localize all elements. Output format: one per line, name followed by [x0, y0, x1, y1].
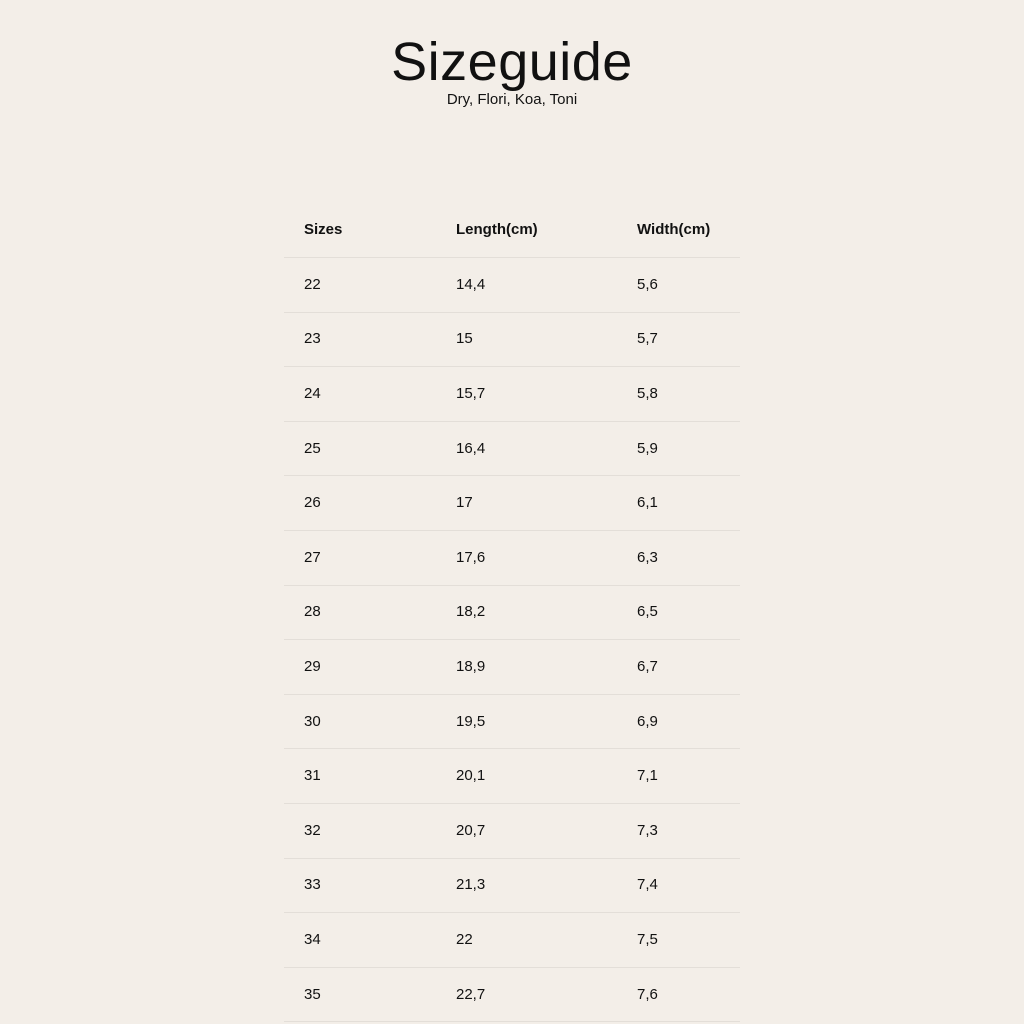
width-cell: 6,9 — [637, 712, 658, 730]
size-cell: 31 — [304, 767, 321, 785]
length-cell: 21,3 — [456, 876, 486, 894]
size-cell: 25 — [304, 439, 321, 457]
page-title: Sizeguide — [391, 32, 633, 93]
width-cell: 5,9 — [637, 439, 658, 457]
table-row — [284, 258, 740, 313]
size-cell: 27 — [304, 548, 321, 566]
table-row — [284, 859, 740, 914]
size-cell: 32 — [304, 821, 321, 839]
width-cell: 5,8 — [637, 384, 658, 402]
table-row — [284, 367, 740, 422]
table-row — [284, 476, 740, 531]
length-cell: 17,6 — [456, 548, 486, 566]
width-cell: 6,7 — [637, 657, 658, 675]
header-sizes: Sizes — [304, 220, 343, 238]
size-table — [284, 202, 740, 1022]
table-row — [284, 968, 740, 1023]
width-cell: 7,1 — [637, 767, 658, 785]
table-row — [284, 422, 740, 477]
length-cell: 16,4 — [456, 439, 486, 457]
table-row — [284, 531, 740, 586]
table-row — [284, 804, 740, 859]
size-cell: 34 — [304, 930, 321, 948]
length-cell: 15,7 — [456, 384, 486, 402]
table-row — [284, 695, 740, 750]
size-cell: 29 — [304, 657, 321, 675]
size-cell: 23 — [304, 330, 321, 348]
length-cell: 18,9 — [456, 657, 486, 675]
width-cell: 7,4 — [637, 876, 658, 894]
length-cell: 17 — [456, 494, 473, 512]
width-cell: 6,3 — [637, 548, 658, 566]
header-width: Width(cm) — [637, 220, 711, 238]
length-cell: 15 — [456, 330, 473, 348]
table-row — [284, 313, 740, 368]
size-cell: 26 — [304, 494, 321, 512]
width-cell: 6,5 — [637, 603, 658, 621]
width-cell: 7,6 — [637, 985, 658, 1003]
table-row — [284, 640, 740, 695]
length-cell: 22,7 — [456, 985, 486, 1003]
size-cell: 35 — [304, 985, 321, 1003]
size-cell: 24 — [304, 384, 321, 402]
length-cell: 14,4 — [456, 275, 486, 293]
width-cell: 7,5 — [637, 930, 658, 948]
length-cell: 19,5 — [456, 712, 486, 730]
width-cell: 5,7 — [637, 330, 658, 348]
width-cell: 7,3 — [637, 821, 658, 839]
width-cell: 6,1 — [637, 494, 658, 512]
table-header-row — [284, 202, 740, 258]
length-cell: 18,2 — [456, 603, 486, 621]
table-row — [284, 913, 740, 968]
size-cell: 33 — [304, 876, 321, 894]
size-cell: 30 — [304, 712, 321, 730]
header-length: Length(cm) — [456, 220, 538, 238]
table-row — [284, 749, 740, 804]
table-row — [284, 586, 740, 641]
size-cell: 22 — [304, 275, 321, 293]
width-cell: 5,6 — [637, 275, 658, 293]
length-cell: 20,1 — [456, 767, 486, 785]
length-cell: 22 — [456, 930, 473, 948]
size-cell: 28 — [304, 603, 321, 621]
page-subtitle: Dry, Flori, Koa, Toni — [446, 91, 578, 108]
length-cell: 20,7 — [456, 821, 486, 839]
